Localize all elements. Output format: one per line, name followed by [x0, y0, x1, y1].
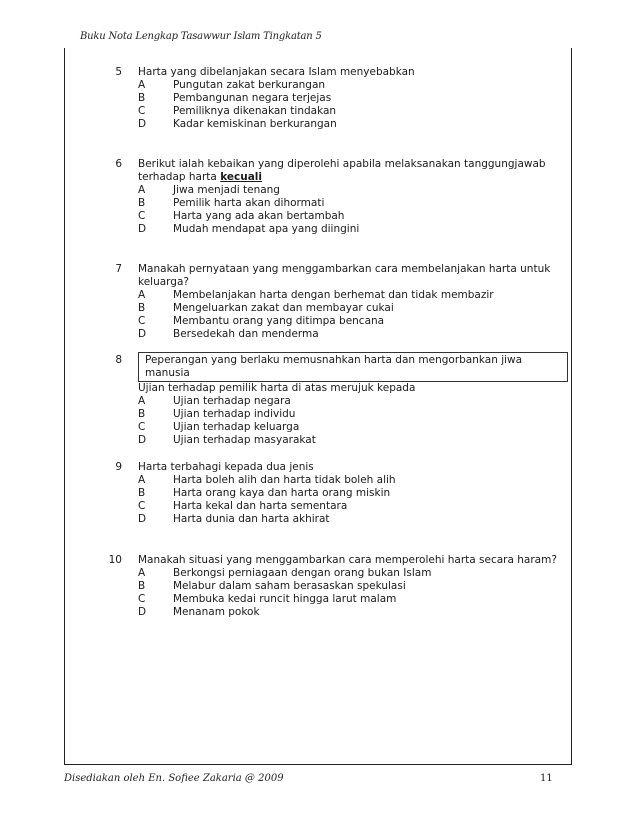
- option-letter: A: [138, 567, 146, 579]
- option-text: Ujian terhadap individu: [173, 408, 296, 420]
- option-text: Harta kekal dan harta sementara: [173, 500, 348, 512]
- option-text: Kadar kemiskinan berkurangan: [173, 118, 337, 130]
- option-text: Harta orang kaya dan harta orang miskin: [173, 487, 391, 499]
- question-text: Harta terbahagi kepada dua jenis: [138, 461, 314, 473]
- option-text: Membuka kedai runcit hingga larut malam: [173, 593, 397, 605]
- option-letter: C: [138, 315, 146, 327]
- option-text: Membelanjakan harta dengan berhemat dan tidak membazir: [173, 289, 494, 301]
- option-text: Ujian terhadap masyarakat: [173, 434, 316, 446]
- question-text: Ujian terhadap pemilik harta di atas merujuk kepada: [138, 382, 416, 394]
- stimulus-line2: manusia: [145, 367, 190, 379]
- question-number: 9: [115, 461, 122, 473]
- stimulus-line1: Peperangan yang berlaku memusnahkan harta dan mengorbankan jiwa: [145, 354, 523, 366]
- question-text: Manakah situasi yang menggambarkan cara memperolehi harta secara haram?: [138, 554, 557, 566]
- option-letter: D: [138, 223, 147, 235]
- stimulus-box: [138, 352, 568, 382]
- option-letter: B: [138, 580, 146, 592]
- option-text: Mudah mendapat apa yang diingini: [173, 223, 360, 235]
- option-letter: A: [138, 184, 146, 196]
- option-text: Pungutan zakat berkurangan: [173, 79, 326, 91]
- option-letter: D: [138, 606, 147, 618]
- question-text: Harta yang dibelanjakan secara Islam menyebabkan: [138, 66, 415, 78]
- option-letter: A: [138, 474, 146, 486]
- question-keyword: kecuali: [220, 171, 263, 183]
- option-text: Ujian terhadap negara: [173, 395, 291, 407]
- question-text: [138, 158, 568, 184]
- question-text-line1: Berikut ialah kebaikan yang diperolehi apabila melaksanakan tanggungjawab: [138, 158, 546, 170]
- page-number: 11: [540, 773, 553, 784]
- option-text: Pembangunan negara terjejas: [173, 92, 332, 104]
- option-letter: B: [138, 197, 146, 209]
- option-letter: C: [138, 210, 146, 222]
- option-text: Ujian terhadap keluarga: [173, 421, 300, 433]
- question-text-line1: Manakah pernyataan yang menggambarkan cara membelanjakan harta untuk: [138, 263, 551, 275]
- option-text: Pemiliknya dikenakan tindakan: [173, 105, 337, 117]
- option-letter: C: [138, 593, 146, 605]
- option-letter: B: [138, 302, 146, 314]
- option-letter: A: [138, 289, 146, 301]
- option-text: Harta yang ada akan bertambah: [173, 210, 345, 222]
- question-number: 7: [115, 263, 122, 275]
- question-number: 5: [115, 66, 122, 78]
- option-letter: C: [138, 500, 146, 512]
- question-number: 10: [108, 554, 122, 566]
- option-letter: C: [138, 421, 146, 433]
- option-letter: D: [138, 118, 147, 130]
- question-number: 6: [115, 158, 122, 170]
- option-letter: A: [138, 79, 146, 91]
- option-text: Membantu orang yang ditimpa bencana: [173, 315, 385, 327]
- option-text: Berkongsi perniagaan dengan orang bukan Islam: [173, 567, 432, 579]
- footer-credit: Disediakan oleh En. Sofiee Zakaria @ 2009: [64, 773, 284, 784]
- option-text: Mengeluarkan zakat dan membayar cukai: [173, 302, 394, 314]
- option-letter: B: [138, 92, 146, 104]
- option-text: Melabur dalam saham berasaskan spekulasi: [173, 580, 406, 592]
- question-text: [138, 263, 568, 289]
- running-header: Buku Nota Lengkap Tasawwur Islam Tingkatan 5: [80, 31, 322, 42]
- option-letter: D: [138, 328, 147, 340]
- option-letter: D: [138, 513, 147, 525]
- option-letter: D: [138, 434, 147, 446]
- option-letter: B: [138, 487, 146, 499]
- option-letter: A: [138, 395, 146, 407]
- option-letter: B: [138, 408, 146, 420]
- question-text-line2: terhadap harta: [138, 171, 221, 183]
- option-text: Harta dunia dan harta akhirat: [173, 513, 330, 525]
- option-text: Menanam pokok: [173, 606, 260, 618]
- question-number: 8: [115, 354, 122, 366]
- option-text: Bersedekah dan menderma: [173, 328, 319, 340]
- question-text-line2: keluarga?: [138, 276, 189, 288]
- option-text: Harta boleh alih dan harta tidak boleh alih: [173, 474, 396, 486]
- option-text: Jiwa menjadi tenang: [173, 184, 280, 196]
- option-letter: C: [138, 105, 146, 117]
- option-text: Pemilik harta akan dihormati: [173, 197, 325, 209]
